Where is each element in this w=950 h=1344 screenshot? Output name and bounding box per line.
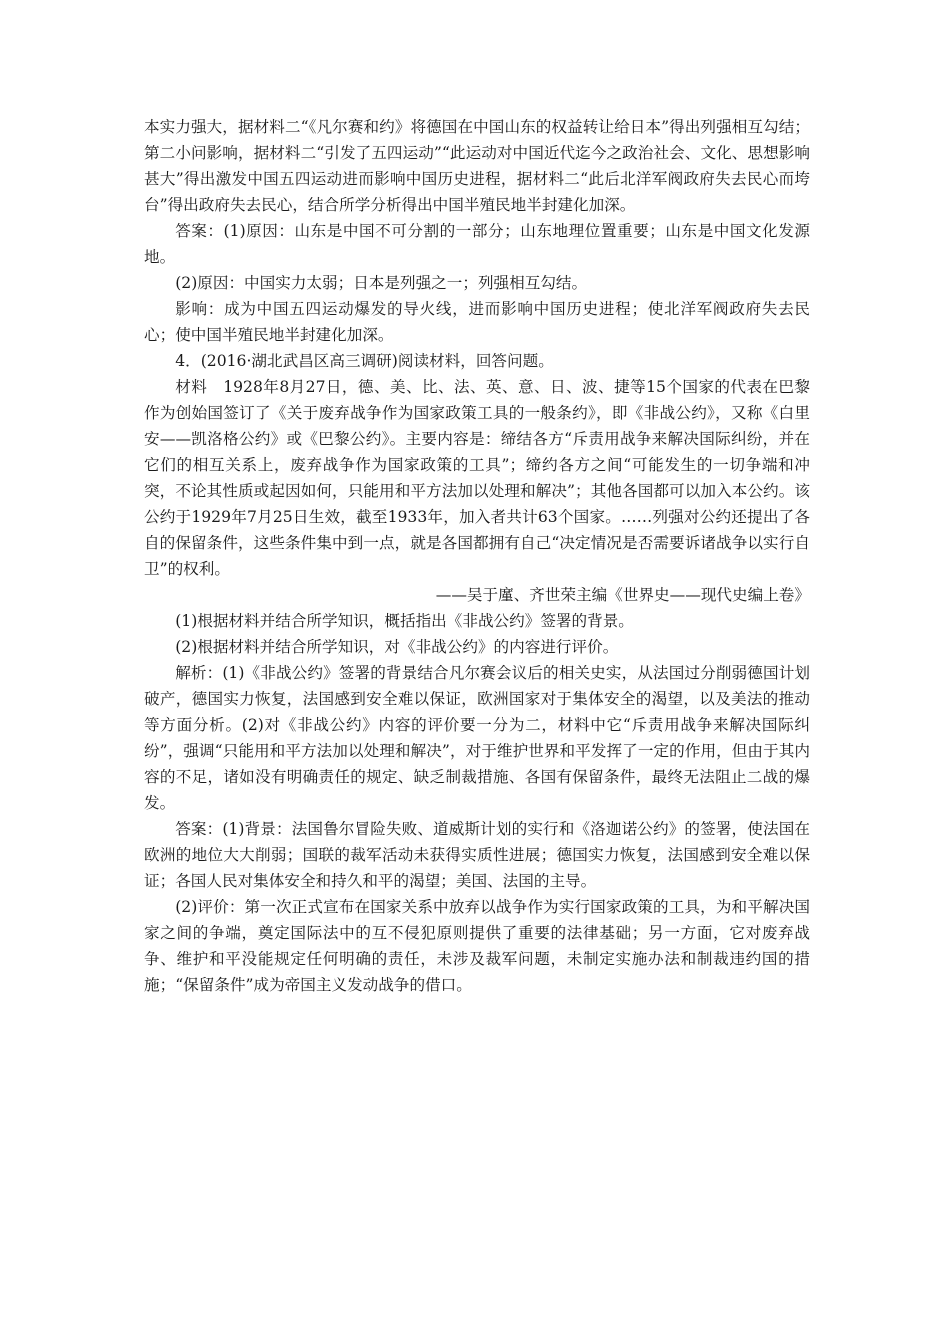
q4-question-1: (1)根据材料并结合所学知识，概括指出《非战公约》签署的背景。 [175,612,634,630]
q3-answer-2: (2)原因：中国实力太弱；日本是列强之一；列强相互勾结。 [175,274,588,292]
q4-title: 4．(2016·湖北武昌区高三调研)阅读材料，回答问题。 [175,352,554,370]
q3-answer-1: 答案：(1)原因：山东是中国不可分割的一部分；山东地理位置重要；山东是中国文化发源地。 [144,222,810,266]
q4-source: ——吴于廑、齐世荣主编《世界史——现代史编上卷》 [435,586,810,604]
q3-answer-effect: 影响：成为中国五四运动爆发的导火线，进而影响中国历史进程；使北洋军阀政府失去民心；使中国半殖民地半封建化加深。 [144,300,810,344]
q3-analysis-tail: 本实力强大，据材料二“《凡尔赛和约》将德国在中国山东的权益转让给日本”得出列强相互勾结；第二小问影响，据材料二“引发了五四运动”“此运动对中国近代迄今之政治社会、文化、思想影响甚大”得出激发中国五四运动进而影响中国历史进程，据材料二“此后北洋军阀政府失去民心而垮台”得出政府失去民心，结合所学分析得出中国半殖民地半封建化加深。 [144,118,810,214]
document-page [144,114,810,998]
q4-answer-1: 答案：(1)背景：法国鲁尔冒险失败、道威斯计划的实行和《洛迦诺公约》的签署，使法国在欧洲的地位大大削弱；国联的裁军活动未获得实质性进展；德国实力恢复，法国感到安全难以保证；各国人民对集体安全和持久和平的渴望；美国、法国的主导。 [144,820,810,890]
q4-answer-2: (2)评价：第一次正式宣布在国家关系中放弃以战争作为实行国家政策的工具，为和平解决国家之间的争端，奠定国际法中的互不侵犯原则提供了重要的法律基础；另一方面，它对废弃战争、维护和平没能规定任何明确的责任，未涉及裁军问题，未制定实施办法和制裁违约国的措施；“保留条件”成为帝国主义发动战争的借口。 [144,898,810,994]
q4-material: 材料 1928年8月27日，德、美、比、法、英、意、日、波、捷等15个国家的代表在巴黎作为创始国签订了《关于废弃战争作为国家政策工具的一般条约》，即《非战公约》，又称《白里安——凯洛格公约》或《巴黎公约》。主要内容是：缔结各方“斥责用战争来解决国际纠纷，并在它们的相互关系上，废弃战争作为国家政策的工具”；缔约各方之间“可能发生的一切争端和冲突，不论其性质或起因如何，只能用和平方法加以处理和解决”；其他各国都可以加入本公约。该公约于1929年7月25日生效，截至1933年，加入者共计63个国家。……列强对公约还提出了各自的保留条件，这些条件集中到一点，就是各国都拥有自己“决定情况是否需要诉诸战争以实行自卫”的权利。 [144,378,810,578]
q4-question-2: (2)根据材料并结合所学知识，对《非战公约》的内容进行评价。 [175,638,619,656]
q4-analysis: 解析：(1)《非战公约》签署的背景结合凡尔赛会议后的相关史实，从法国过分削弱德国计划破产，德国实力恢复，法国感到安全难以保证，欧洲国家对于集体安全的渴望，以及美法的推动等方面分析。(2)对《非战公约》内容的评价要一分为二，材料中它“斥责用战争来解决国际纠纷”，强调“只能用和平方法加以处理和解决”，对于维护世界和平发挥了一定的作用，但由于其内容的不足，诸如没有明确责任的规定、缺乏制裁措施、各国有保留条件，最终无法阻止二战的爆发。 [144,664,810,812]
